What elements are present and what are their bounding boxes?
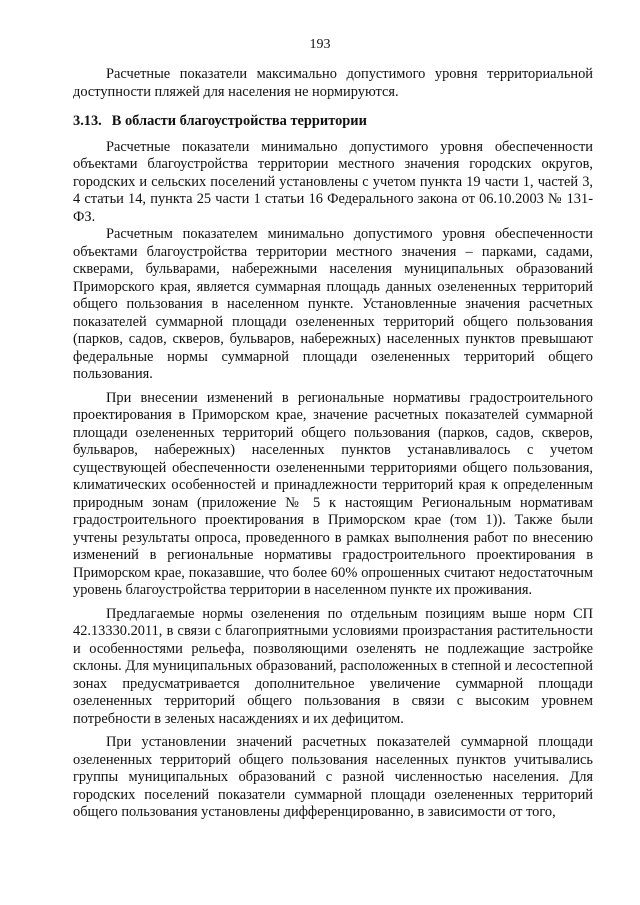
section-number: 3.13. bbox=[73, 113, 102, 129]
paragraph-1: Расчетные показатели минимально допустимого уровня обеспеченности объектами благоустройства территории местного значения городских округов, городских и сельских поселений установлены с учетом пункта 19 части 1, частей 3, 4 статьи 14, пункта 25 части 1 статьи 16 Федерального закона от 06.10.2003 № 131-ФЗ. bbox=[73, 138, 593, 225]
paragraph-4: Предлагаемые нормы озеленения по отдельным позициям выше норм СП 42.13330.2011, в связи с благоприятными условиями произрастания растительности и особенностями рельефа, позволяющими озеленять не подлежащие застройке склоны. Для муниципальных образований, расположенных в степной и лесостепной зонах предусматривается дополнительное увеличение суммарной площади озелененных территорий общего пользования в связи с высоким уровнем потребности в зеленых насаждениях и их дефицитом. bbox=[73, 605, 593, 727]
section-title: В области благоустройства территории bbox=[111, 113, 367, 129]
intro-paragraph: Расчетные показатели максимально допустимого уровня территориальной доступности пляжей для населения не нормируются. bbox=[73, 66, 593, 100]
document-body bbox=[73, 66, 593, 822]
paragraph-3: При внесении изменений в региональные нормативы градостроительного проектирования в Приморском крае, значение расчетных показателей суммарной площади озелененных территорий общего пользования (парков, садов, скверов, бульваров, набережных) населенных пунктов устанавливалось с учетом существующей обеспеченности озелененными территориями общего пользования, климатических особенностей и принадлежности территорий края к определенным природным зонам (приложение № 5 к настоящим Региональным нормативам градостроительного проектирования в Приморском крае (том 1)). Также были учтены результаты опроса, проведенного в рамках выполнения работ по внесению изменений в региональные нормативы градостроительного проектирования в Приморском крае, показавшие, что более 60% опрошенных считают недостаточным уровень благоустройства территории в населенном пункте их проживания. bbox=[73, 389, 593, 598]
paragraph-5: При установлении значений расчетных показателей суммарной площади озелененных территорий общего пользования населенных пунктов учитывались группы муниципальных образований с разной численностью населения. Для городских поселений показатели суммарной площади озелененных территорий общего пользования установлены дифференцированно, в зависимости от того, bbox=[73, 734, 593, 820]
section-heading bbox=[73, 113, 593, 131]
paragraph-2: Расчетным показателем минимально допустимого уровня обеспеченности объектами благоустройства территории местного значения – парками, садами, скверами, бульварами, набережными населения муниципальных образований Приморского края, является суммарная площадь данных озелененных территорий общего пользования в населенном пункте. Установленные значения расчетных показателей суммарной площади озелененных территорий общего пользования (парков, садов, скверов, бульваров, набережных) населенных пунктов превышают федеральные нормы суммарной площади озелененных территорий общего пользования. bbox=[73, 226, 593, 382]
page-number: 193 bbox=[309, 37, 331, 52]
